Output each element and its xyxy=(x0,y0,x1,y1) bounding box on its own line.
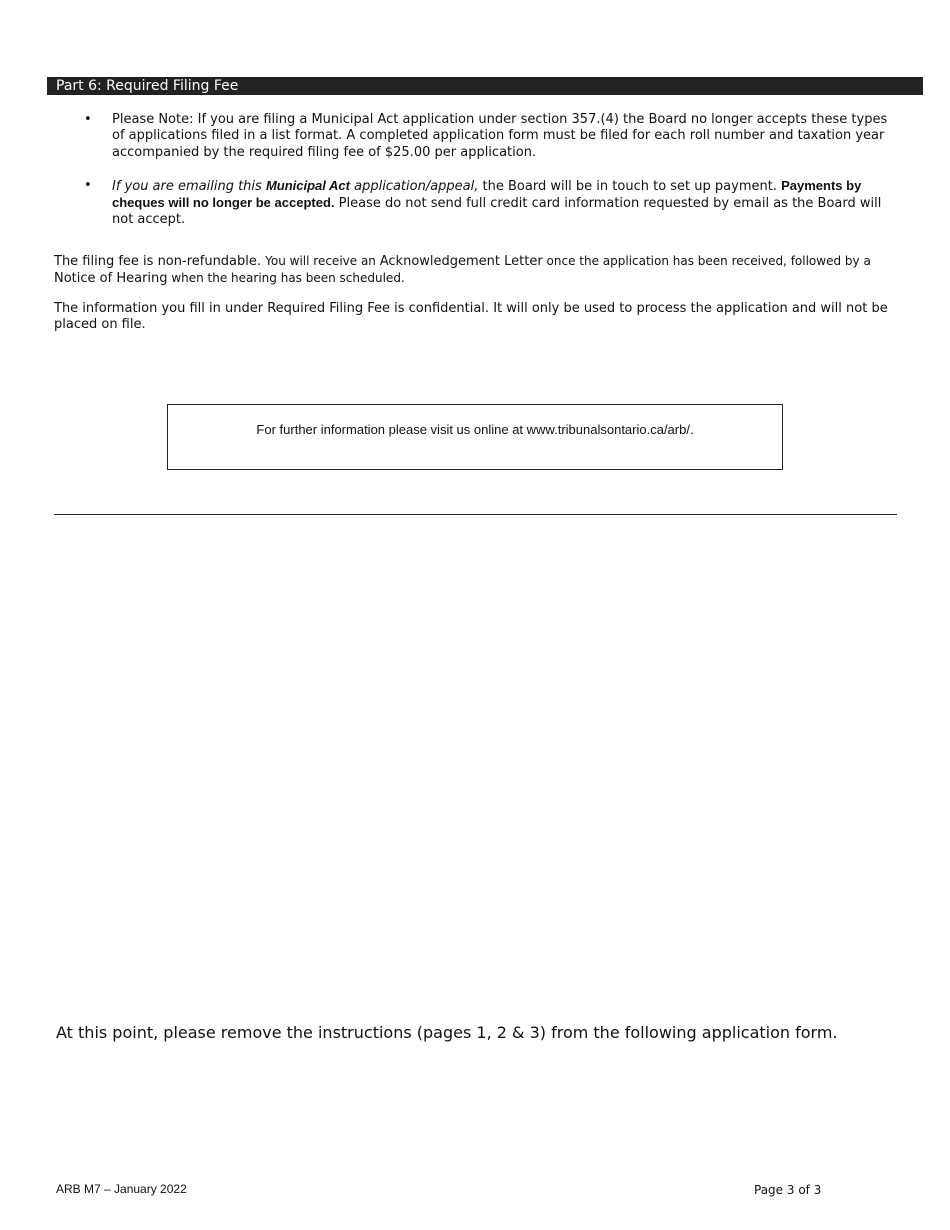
municipal-act-term: Municipal Act xyxy=(265,177,350,193)
further-information-text: For further information please visit us online at www.tribunalsontario.ca/arb/. xyxy=(256,422,694,437)
credit-card-warning: Please do not send full credit card information requested by email as the Board will not accept. xyxy=(112,196,882,228)
cheques-warning: Payments by cheques will no longer be accepted. xyxy=(112,177,862,211)
remove-instructions-note: At this point, please remove the instructions (pages 1, 2 & 3) from the following application form. xyxy=(56,1023,838,1042)
acknowledgement-letter-term: Acknowledgement Letter xyxy=(379,254,543,269)
bullet-icon: • xyxy=(84,112,92,127)
received-text: once the application has been received, followed by a xyxy=(542,254,871,268)
form-id-footer: ARB M7 – January 2022 xyxy=(56,1182,187,1196)
non-refundable-text: The filing fee is non-refundable. xyxy=(54,254,266,269)
section-header-part-6: Part 6: Required Filing Fee xyxy=(47,77,923,95)
filing-fee-paragraph xyxy=(54,253,896,288)
notice-bullet-list xyxy=(84,112,902,246)
bullet-icon: • xyxy=(84,177,92,193)
notice-of-hearing-term: Notice of Hearing xyxy=(54,271,168,287)
list-format-notice: Please Note: If you are filing a Municipal Act application under section 357.(4) the Board no longer accepts these types of applications filed in a list format. A completed application form must be filed for each roll number and taxation year accompanied by the required filing fee of $25.00 per application. xyxy=(112,112,888,160)
scheduled-text: when the hearing has been scheduled. xyxy=(167,271,405,286)
email-notice-intro: If you are emailing this xyxy=(112,178,266,194)
further-information-box xyxy=(167,404,783,470)
application-appeal-term: application/appeal, xyxy=(349,178,479,194)
payment-setup-text: the Board will be in touch to set up payment. xyxy=(478,178,782,194)
page-number: Page 3 of 3 xyxy=(754,1183,822,1197)
confidentiality-paragraph: The information you fill in under Required Filing Fee is confidential. It will only be used to process the application and will not be placed on file. xyxy=(54,301,888,333)
receive-letter-text: You will receive an xyxy=(265,254,380,268)
divider xyxy=(54,514,897,515)
list-item xyxy=(84,178,902,229)
list-item xyxy=(84,112,902,161)
